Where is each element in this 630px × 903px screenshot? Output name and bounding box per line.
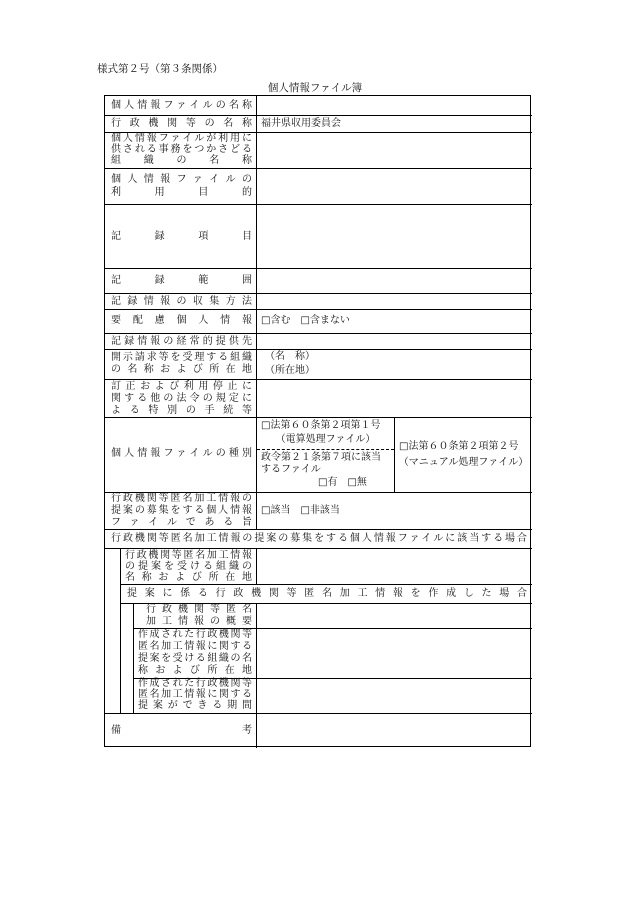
label-file-type: 個人情報ファイルの種別 — [111, 448, 252, 459]
label-summary-line1: 行政機関等匿名 — [146, 604, 252, 615]
label-purpose-line1: 個人情報ファイルの — [111, 174, 252, 185]
label-created-org-line1: 作成された行政機関等 — [138, 629, 252, 640]
label-created-org-line3: 提案を受ける組織の名 — [138, 653, 252, 664]
column-divider — [120, 548, 121, 713]
type-option-manual[interactable]: □法第６０条第２項第２号 — [399, 441, 519, 452]
type-option-electronic-note: （電算処理ファイル） — [275, 434, 376, 445]
disclosure-name-value: （名 称） — [265, 351, 315, 362]
row-divider — [105, 115, 532, 116]
row-divider — [105, 529, 532, 530]
sensitive-info-options[interactable]: □含む □含まない — [261, 315, 350, 326]
row-divider — [105, 333, 532, 334]
label-org-line1: 個人情報ファイルが利用に — [111, 133, 252, 144]
row-divider — [105, 349, 532, 350]
label-disclosure-line1: 開示請求等を受理する組織 — [111, 352, 252, 363]
label-record-items: 記録項目 — [111, 231, 252, 242]
label-file-name: 個人情報ファイルの名称 — [111, 100, 252, 111]
label-summary-line2: 加工情報の概要 — [146, 616, 252, 627]
row-divider — [120, 584, 532, 585]
column-divider — [394, 417, 395, 492]
label-record-range: 記録範囲 — [111, 275, 252, 286]
dashed-divider — [257, 449, 394, 450]
anon-recruit-options[interactable]: □該当 □非該当 — [261, 505, 340, 516]
row-divider — [105, 713, 532, 714]
created-case-header: 提案に係る行政機関等匿名加工情報を作成した場合 — [127, 588, 527, 599]
label-created-org-line2: 匿名加工情報に関する — [138, 641, 252, 652]
label-correction-line1: 訂正および利用停止に — [111, 381, 252, 392]
row-divider — [105, 293, 532, 294]
label-anon-recruit-line3: ファイルである旨 — [111, 517, 252, 528]
label-created-period-line2: 匿名加工情報に関する — [138, 689, 252, 700]
row-divider — [105, 268, 532, 269]
label-proposal-org-line1: 行政機関等匿名加工情報 — [125, 550, 252, 561]
label-collection-method: 記録情報の収集方法 — [111, 296, 252, 307]
form-label: 様式第２号（第３条関係） — [97, 63, 223, 75]
label-org-line2: 供される事務をつかさどる — [111, 144, 252, 155]
column-divider — [256, 96, 257, 529]
column-divider — [133, 603, 134, 713]
label-anon-recruit-line2: 提案の募集をする個人情報 — [111, 505, 252, 516]
label-proposal-org-line2: の提案を受ける組織の — [125, 561, 252, 572]
label-correction-line2: 関する他の法令の規定に — [111, 393, 252, 404]
label-created-period-line1: 作成された行政機関等 — [138, 678, 252, 689]
label-regular-provision: 記録情報の経常的提供先 — [111, 336, 252, 347]
label-proposal-org-line3: 名称および所在地 — [125, 572, 252, 583]
anon-case-header: 行政機関等匿名加工情報の提案の募集をする個人情報ファイルに該当する場合 — [111, 533, 527, 544]
type-decree-line2: するファイル — [261, 464, 321, 475]
row-divider — [105, 309, 532, 310]
row-divider — [105, 548, 532, 549]
column-divider — [256, 548, 257, 584]
label-disclosure-line2: の名称および所在地 — [111, 364, 252, 375]
row-divider — [105, 417, 532, 418]
column-divider — [256, 603, 257, 748]
label-org-line3: 組織の名称 — [111, 155, 252, 166]
document-title: 個人情報ファイル簿 — [267, 82, 363, 94]
label-sensitive-info: 要配慮個人情報 — [111, 315, 252, 326]
type-decree-options[interactable]: □有 □無 — [318, 477, 367, 488]
disclosure-address-value: （所在地） — [265, 365, 315, 376]
file-register-table — [104, 95, 531, 747]
value-agency-name: 福井県収用委員会 — [261, 118, 341, 129]
row-divider — [105, 379, 532, 380]
row-divider — [105, 204, 532, 205]
label-remarks: 備考 — [111, 725, 252, 736]
label-created-period-line3: 提案ができる期間 — [138, 700, 252, 711]
type-option-manual-note: （マニュアル処理ファイル） — [398, 457, 529, 468]
label-anon-recruit-line1: 行政機関等匿名加工情報の — [111, 493, 252, 504]
label-created-org-line4: 称および所在地 — [138, 665, 252, 676]
label-correction-line3: よる特別の手続等 — [111, 405, 252, 416]
label-purpose-line2: 利用目的 — [111, 187, 252, 198]
row-divider — [105, 168, 532, 169]
type-decree-line1: 政令第２１条第７項に該当 — [261, 452, 381, 463]
type-option-electronic[interactable]: □法第６０条第２項第１号 — [261, 420, 381, 431]
label-agency-name: 行政機関等の名称 — [111, 118, 252, 129]
